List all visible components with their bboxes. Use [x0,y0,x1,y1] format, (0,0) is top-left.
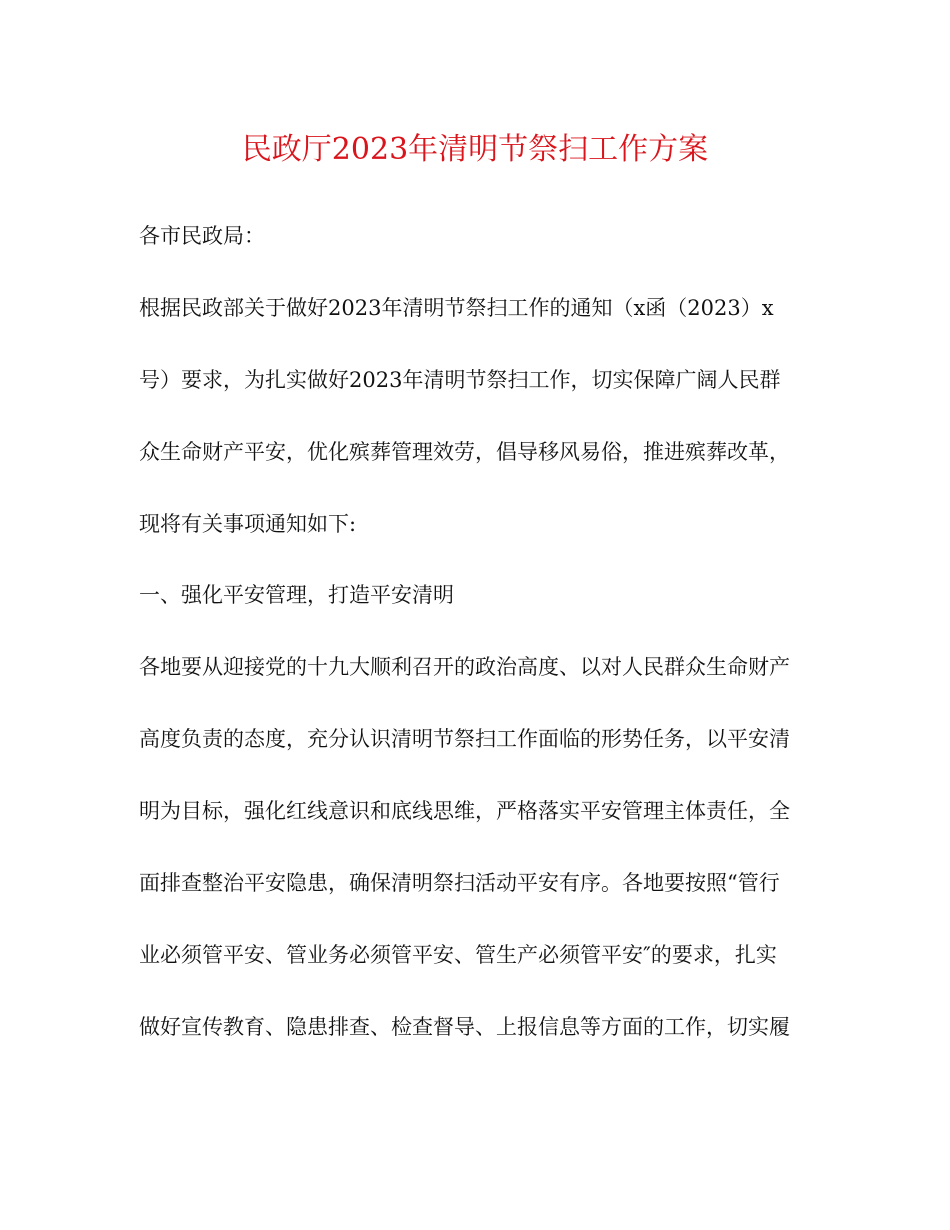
body-line: 根据民政部关于做好2023年清明节祭扫工作的通知（x函（2023）x [139,296,774,320]
body-line: 面排查整治平安隐患，确保清明祭扫活动平安有序。各地要按照“管行 [139,871,780,895]
body-line: 明为目标，强化红线意识和底线思维，严格落实平安管理主体责任，全 [139,799,790,823]
section-heading: 一、强化平安管理，打造平安清明 [139,583,454,607]
body-line: 业必须管平安、管业务必须管平安、管生产必须管平安″的要求，扎实 [139,943,777,967]
body-line: 众生命财产平安，优化殡葬管理效劳，倡导移风易俗，推进殡葬改革， [139,440,790,464]
body-line: 做好宣传教育、隐患排查、检查督导、上报信息等方面的工作，切实履 [139,1015,790,1039]
body-line: 号）要求，为扎实做好2023年清明节祭扫工作，切实保障广阔人民群 [139,368,781,392]
body-line: 现将有关事项通知如下: [139,512,357,536]
body-line: 高度负责的态度，充分认识清明节祭扫工作面临的形势任务，以平安清 [139,727,790,751]
document-title: 民政厅2023年清明节祭扫工作方案 [241,132,709,167]
salutation: 各市民政局： [139,224,265,248]
body-line: 各地要从迎接党的十九大顺利召开的政治高度、以对人民群众生命财产 [139,655,790,679]
